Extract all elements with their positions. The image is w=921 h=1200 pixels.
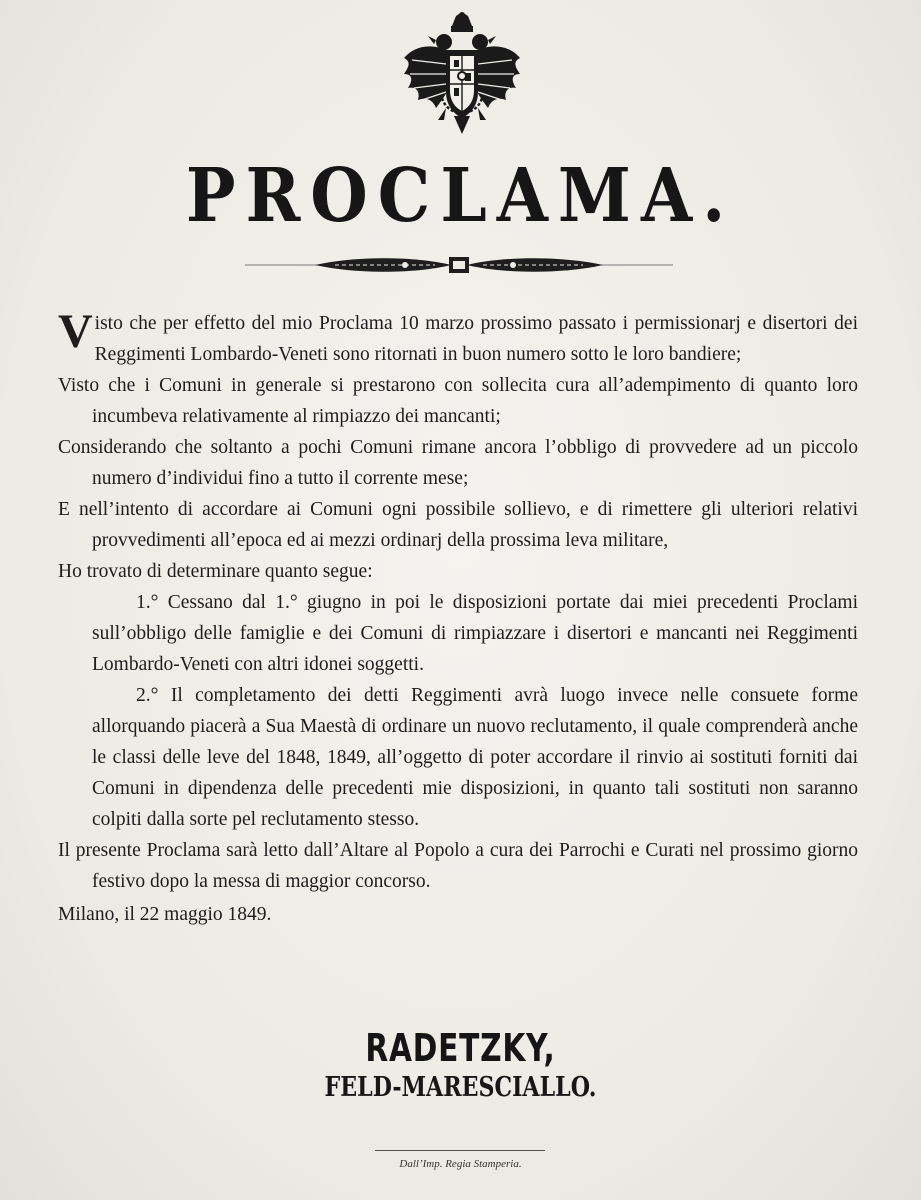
paragraph-premise-2: Visto che i Comuni in generale si prestarono con sollecita cura all’adempimento di quanto loro incumbeva relativamente al rimpiazzo dei mancanti;: [58, 375, 858, 427]
paragraph-determination: Ho trovato di determinare quanto segue:: [58, 561, 373, 582]
printer-imprint: Dall’Imp. Regia Stamperia.: [399, 1158, 522, 1170]
paragraph-premise-4: E nell’intento di accordare ai Comuni ogni possibile sollievo, e di rimettere gli ulteriori relativi provvedimenti all’epoca ed ai mezzi ordinarj della prossima leva militare,: [58, 499, 858, 551]
article-2: 2.° Il completamento dei detti Reggimenti avrà luogo invece nelle consuete forme allorquando piacerà a Sua Maestà di ordinare un nuovo reclutamento, il quale comprenderà anche le classi delle leve del 1848, 1849, all’oggetto di poter accordare il rinvio ai sostituti forniti dai Comuni in dipendenza delle precedenti mie disposizioni, in quanto tali sostituti non saranno colpiti dalla sorte pel reclutamento stesso.: [92, 685, 858, 830]
paragraph-premise-1: [58, 305, 858, 370]
signature-name: RADETZKY,: [365, 1026, 556, 1070]
article-1: 1.° Cessano dal 1.° giugno in poi le disposizioni portate dai miei precedenti Proclami sull’obbligo delle famiglie e dei Comuni di rimpiazzare i disertori e mancanti nei Reggimenti Lombardo-Veneti con altri idonei soggetti.: [92, 592, 858, 675]
double-headed-eagle-icon: [402, 12, 522, 134]
place-and-date: Milano, il 22 maggio 1849.: [58, 904, 272, 925]
paragraph-publication: Il presente Proclama sarà letto dall’Altare al Popolo a cura dei Parrochi e Curati nel prossimo giorno festivo dopo la messa di maggior concorso.: [58, 840, 858, 892]
proclamation-body: [58, 305, 858, 930]
ornamental-rule-icon: [245, 254, 673, 276]
signature-rank: FELD-MARESCIALLO.: [324, 1072, 597, 1103]
printer-divider: [375, 1150, 545, 1151]
paragraph-premise-3: Considerando che soltanto a pochi Comuni rimane ancora l’obbligo di provvedere ad un piccolo numero d’individui fino a tutto il corrente mese;: [58, 437, 858, 489]
paragraph-premise-1-text: isto che per effetto del mio Proclama 10 marzo prossimo passato i permissionarj e disertori dei Reggimenti Lombardo-Veneti sono ritornati in buon numero sotto le loro bandiere;: [94, 313, 858, 365]
drop-cap: V: [58, 305, 93, 358]
proclamation-title: PROCLAMA.: [185, 151, 736, 239]
